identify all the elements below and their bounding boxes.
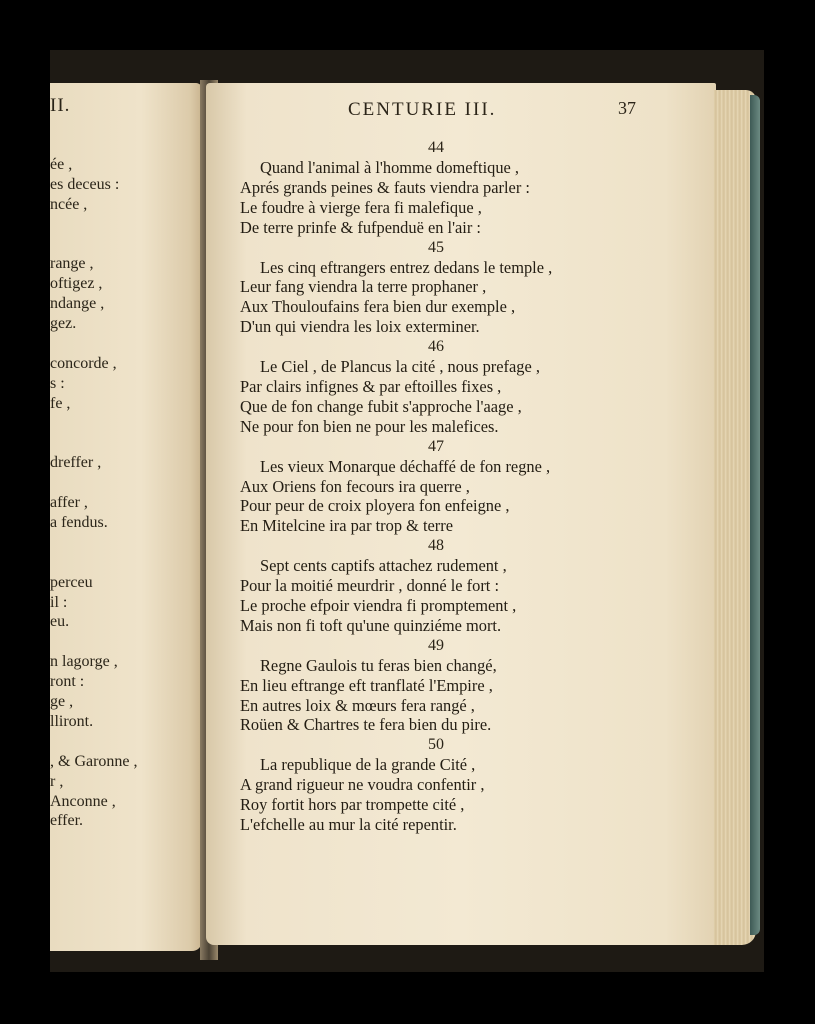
verse-line: Aux Oriens fon fecours ira querre , — [240, 476, 470, 496]
book-scan — [50, 50, 764, 972]
quatrain — [240, 238, 660, 338]
verse-line: Roüen & Chartres te fera bien du pire. — [240, 715, 492, 735]
left-page-line — [50, 414, 200, 434]
verse-line: Mais non fi toft qu'une quinziéme mort. — [240, 615, 502, 635]
verse-line: Pour la moitié meurdrir , donné le fort : — [240, 576, 500, 596]
verse-line: Aux Thouloufains fera bien dur exemple , — [240, 297, 516, 317]
left-page-line: Anconne , — [50, 792, 116, 810]
left-page-line: s : — [50, 374, 65, 392]
left-page-line — [50, 553, 200, 573]
left-page-line — [50, 433, 200, 453]
left-page-line — [50, 235, 200, 255]
verse-line: D'un qui viendra les loix exterminer. — [240, 317, 480, 337]
left-page-line: perceu — [50, 573, 93, 591]
verse-line: Leur fang viendra la terre prophaner , — [240, 277, 487, 297]
left-page-line: oftigez , — [50, 275, 103, 293]
left-page-line: ge , — [50, 693, 74, 711]
left-page-line: es deceus : — [50, 175, 120, 193]
verse-line: Le Ciel , de Plancus la cité , nous prefage , — [260, 357, 540, 377]
verse-line: Par clairs infignes & par eftoilles fixes , — [240, 377, 502, 397]
quatrain — [240, 735, 660, 835]
left-page-line: il : — [50, 593, 68, 611]
left-page-line: ndange , — [50, 295, 105, 313]
verse-line: Les cinq eftrangers entrez dedans le temple , — [260, 257, 553, 277]
left-page-line: range , — [50, 255, 94, 273]
left-page-line: fe , — [50, 394, 71, 412]
verse-line: En autres loix & mœurs fera rangé , — [240, 695, 475, 715]
verse-line: A grand rigueur ne voudra confentir , — [240, 775, 485, 795]
left-page-line: lliront. — [50, 712, 94, 730]
verse-line: Pour peur de croix ployera fon enfeigne , — [240, 496, 510, 516]
running-head: CENTURIE III. — [348, 99, 497, 120]
page-number: 37 — [618, 98, 636, 118]
verse-line: Le foudre à vierge fera fi malefique , — [240, 197, 482, 217]
verse-line: Les vieux Monarque déchaffé de fon regne , — [260, 456, 551, 476]
left-page-line: ront : — [50, 673, 85, 691]
left-page-line: gez. — [50, 315, 77, 333]
quatrain-number: 48 — [428, 537, 444, 555]
left-page-line — [50, 215, 200, 235]
quatrain-number: 46 — [428, 338, 444, 356]
left-page-line: ncée , — [50, 195, 88, 213]
quatrain-number: 44 — [428, 139, 444, 156]
left-page-text — [50, 155, 200, 831]
left-page-line — [50, 732, 200, 752]
quatrain — [240, 636, 660, 736]
verse-line: Le proche efpoir viendra fi promptement , — [240, 596, 517, 616]
verse-line: Aprés grands peines & fauts viendra parler : — [240, 177, 530, 197]
quatrain — [240, 437, 660, 537]
verse-line: Roy fortit hors par trompette cité , — [240, 795, 465, 815]
verse-line: En lieu eftrange eft tranflaté l'Empire , — [240, 675, 493, 695]
verse-line: En Mitelcine ira par trop & terre — [240, 516, 453, 536]
left-page-line: ée , — [50, 156, 73, 173]
verse-line: Que de fon change fubit s'approche l'aage , — [240, 396, 522, 416]
verse-line: Quand l'animal à l'homme domeftique , — [260, 158, 519, 177]
verse-line: Ne pour fon bien ne pour les malefices. — [240, 416, 499, 436]
left-page-line: concorde , — [50, 354, 117, 372]
quatrain-number: 47 — [428, 437, 444, 455]
left-page-line — [50, 334, 200, 354]
left-page-line — [50, 632, 200, 652]
left-page-line: a fendus. — [50, 514, 108, 532]
verse-line: Regne Gaulois tu feras bien changé, — [260, 655, 497, 675]
quatrain — [240, 138, 660, 238]
verse-line: De terre prinfe & fufpenduë en l'air : — [240, 217, 481, 237]
left-page-line: dreffer , — [50, 454, 102, 472]
quatrain-number: 50 — [428, 736, 444, 754]
left-page-line: n lagorge , — [50, 653, 118, 671]
left-page-line: , & Garonne , — [50, 752, 138, 770]
left-page-line: r , — [50, 772, 64, 790]
verse-line: La republique de la grande Cité , — [260, 755, 476, 775]
verse-line: L'efchelle au mur la cité repentir. — [240, 815, 457, 835]
quatrain-number: 49 — [428, 636, 444, 654]
left-page-line: affer , — [50, 494, 88, 512]
quatrain-list — [240, 138, 660, 835]
left-page-line — [50, 533, 200, 553]
quatrain-number: 45 — [428, 238, 444, 256]
left-page-line — [50, 473, 200, 493]
quatrain — [240, 536, 660, 636]
left-page — [50, 83, 202, 951]
book-cover-edge — [750, 95, 760, 935]
left-page-header: II. — [50, 95, 71, 116]
left-page-line: effer. — [50, 812, 84, 830]
verse-line: Sept cents captifs attachez rudement , — [260, 556, 507, 576]
left-page-line: eu. — [50, 613, 70, 631]
quatrain — [240, 337, 660, 437]
